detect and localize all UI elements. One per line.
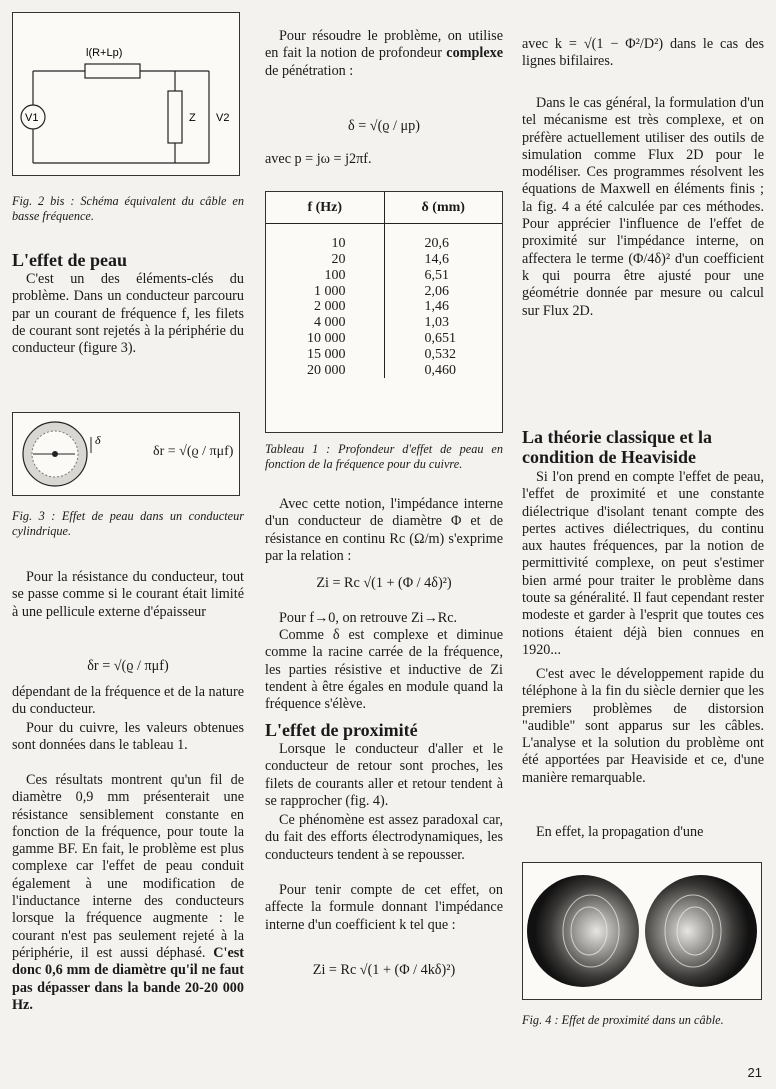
- fig2-caption: Fig. 2 bis : Schéma équivalent du câble en basse fréquence.: [12, 194, 244, 223]
- depth-cell: 14,6: [424, 252, 449, 268]
- body-text: Pour résoudre le problème, on utilise en fait la notion de profondeur: [265, 28, 503, 62]
- equation: δ = √(ϱ / μp): [348, 118, 420, 134]
- column-header: δ (mm): [384, 192, 502, 224]
- paragraph: Si l'on prend en compte l'effet de peau, l'effet de proximité et une constante diélectrique d'isolant tenant compte des pertes actives diélectriques, du continu aux hautes fréquences, par la notion de permittivité complexe, on peut s'estimer bien armé pour traiter le problème dans toute sa généralité. Il faut cependant rester modeste et garder à l'esprit que toutes ces notions étaient déjà bien connues en 1920...: [522, 469, 764, 658]
- table-row: [266, 363, 502, 379]
- table-caption: Tableau 1 : Profondeur d'effet de peau en fonction de la fréquence pour du cuivre.: [265, 442, 503, 471]
- paragraph: Dans le cas général, la formulation d'un tel mécanisme est très complexe, et on préfère actuellement utiliser des outils de simulation comme Flux 2D pour le modéliser. Ces programmes résolvent les équations de Maxwell en éléments finis ; la fig. 4 a été calculée par ces méthodes. Pour apprécier l'influence de l'effet de proximité sur l'impédance interne, on affectera le terme (Φ/4δ)² d'un coefficient k qui pourra être ajusté pour une géométrie donnée par mesure ou calcul sur Flux 2D.: [522, 95, 764, 319]
- source-label: V1: [25, 112, 39, 124]
- frequency-cell: 10: [266, 224, 384, 252]
- depth-cell: 0,651: [424, 331, 456, 347]
- fig3-figure: [12, 412, 240, 496]
- frequency-cell: 100: [266, 268, 384, 284]
- paragraph: En effet, la propagation d'une: [536, 824, 704, 840]
- table-row: [266, 252, 502, 268]
- paragraph: Ce phénomène est assez paradoxal car, du fait des efforts électrodynamiques, les conducteurs tendent à se repousser.: [265, 812, 503, 863]
- heading-skin-effect: L'effet de peau: [12, 250, 127, 270]
- page-number: 21: [747, 1064, 762, 1080]
- svg-text:δ: δ: [95, 433, 101, 447]
- series-impedance-label: l(R+Lp): [86, 47, 123, 59]
- load-label: Z: [189, 112, 196, 124]
- table-row: [266, 299, 502, 315]
- frequency-cell: 10 000: [266, 331, 384, 347]
- body-text: Ces résultats montrent qu'un fil de diamètre 0,9 mm présenterait une résistance sensiblement constante en fonction de la fréquence, pour toute la gamme BF. En fait, le problème est plus complexe car l'effet de peau conduit également à une modification de l'inductance interne des conducteurs lorsque la fréquence augmente : le courant n'est pas seulement rejeté à la périphérie, il est aussi déphasé.: [12, 772, 244, 961]
- proximity-simulation-image: [523, 863, 761, 999]
- depth-cell: 0,532: [424, 346, 456, 362]
- paragraph: dépendant de la fréquence et de la nature du conducteur.: [12, 684, 244, 718]
- skin-depth-formula: δr = √(ϱ / πμf): [153, 444, 234, 459]
- circuit-diagram: [13, 13, 239, 175]
- depth-cell: 20,6: [424, 236, 449, 252]
- paragraph: C'est un des éléments-clés du problème. Dans un conducteur parcouru par un courant de fréquence f, les filets de courant sont rejetés à la périphérie du conducteur (figure 3).: [12, 271, 244, 357]
- paragraph: Pour la résistance du conducteur, tout se passe comme si le courant était limité à une pellicule externe d'épaisseur: [12, 569, 244, 620]
- fig4-figure: [522, 862, 762, 1000]
- fig2-figure: [12, 12, 240, 176]
- table-row: [266, 224, 502, 252]
- table-row: [266, 284, 502, 300]
- paragraph: Avec cette notion, l'impédance interne d'un conducteur de diamètre Φ et de résistance en continu Rc (Ω/m) s'exprime par la relation :: [265, 496, 503, 564]
- depth-cell: 1,03: [424, 315, 449, 331]
- table-row: [266, 268, 502, 284]
- paragraph: Lorsque le conducteur d'aller et le conducteur de retour sont proches, les filets de courants aller et retour tendent à se rapprocher (fig. 4).: [265, 741, 503, 809]
- paragraph: C'est avec le développement rapide du téléphone à la fin du siècle dernier que les premiers problèmes de distorsion "audible" sont apparus sur les câbles. L'analyse et la solution du problème ont été apportées par Heaviside et ce, d'une manière remarquable.: [522, 666, 764, 786]
- heading-heaviside: La théorie classique et la condition de Heaviside: [522, 427, 712, 467]
- paragraph: avec p = jω = j2πf.: [265, 151, 372, 167]
- table-row: [266, 347, 502, 363]
- paragraph: Pour f→0, on retrouve Zi→Rc.: [279, 610, 458, 626]
- column-header: f (Hz): [266, 192, 384, 224]
- skin-depth-table: [266, 192, 502, 378]
- equation: δr = √(ϱ / πμf): [87, 658, 169, 674]
- depth-cell: 0,460: [424, 362, 456, 378]
- body-text: de pénétration :: [265, 62, 354, 79]
- paragraph: Comme δ est complexe et diminue comme la racine carrée de la fréquence, les parties résistive et inductive de Zi tendent à être égales en module quand la fréquence s'élève.: [265, 627, 503, 713]
- paragraph: Pour tenir compte de cet effet, on affecte la formule donnant l'impédance interne d'un coefficient k tel que :: [265, 882, 503, 933]
- table-row: [266, 331, 502, 347]
- output-label: V2: [216, 112, 230, 124]
- frequency-cell: 2 000: [266, 299, 384, 315]
- fig3-caption: Fig. 3 : Effet de peau dans un conducteur cylindrique.: [12, 509, 244, 538]
- depth-cell: 2,06: [424, 283, 449, 299]
- frequency-cell: 20 000: [266, 363, 384, 379]
- equation: Zi = Rc √(1 + (Φ / 4kδ)²): [312, 962, 456, 978]
- paragraph: [12, 772, 244, 1014]
- table-body: [266, 224, 502, 379]
- table-1: [265, 191, 503, 433]
- depth-cell: 6,51: [424, 267, 449, 283]
- frequency-cell: 20: [266, 252, 384, 268]
- heading-proximity-effect: L'effet de proximité: [265, 720, 418, 740]
- table-row: [266, 315, 502, 331]
- paragraph: Pour du cuivre, les valeurs obtenues sont données dans le tableau 1.: [12, 720, 244, 754]
- equation: Zi = Rc √(1 + (Φ / 4δ)²): [316, 575, 452, 591]
- fig4-caption: Fig. 4 : Effet de proximité dans un câble.: [522, 1013, 724, 1027]
- frequency-cell: 4 000: [266, 315, 384, 331]
- table-header-row: [266, 192, 502, 224]
- paragraph: [265, 28, 503, 80]
- bold-term: complexe: [446, 45, 504, 62]
- bold-conclusion: C'est donc 0,6 mm de diamètre qu'il ne faut pas dépasser dans la bande 20-20 000 Hz.: [12, 944, 245, 1013]
- depth-cell: 1,46: [424, 299, 449, 315]
- frequency-cell: 1 000: [266, 284, 384, 300]
- paragraph: avec k = √(1 − Φ²/D²) dans le cas des lignes bifilaires.: [522, 36, 764, 70]
- frequency-cell: 15 000: [266, 347, 384, 363]
